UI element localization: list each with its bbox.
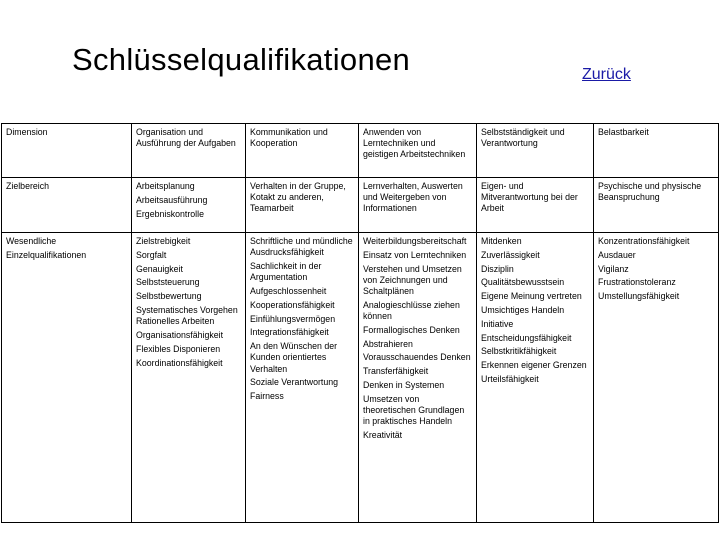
cell-item: Organisationsfähigkeit <box>136 329 224 340</box>
cell-item: Ergebniskontrolle <box>136 208 204 219</box>
table-cell <box>246 124 359 178</box>
qualifications-table <box>1 123 719 523</box>
cell-item: Umstellungsfähigkeit <box>598 291 680 302</box>
cell-item: Ausdauer <box>598 249 636 260</box>
cell-item: Mitdenken <box>481 236 522 246</box>
cell-item: Zuverlässigkeit <box>481 249 540 260</box>
cell-text: Anwenden von Lerntechniken und geistigen Arbeitstechniken <box>363 127 466 160</box>
table-cell <box>594 233 719 523</box>
row-label-dimension: Dimension <box>6 127 48 137</box>
cell-item: Weiterbildungsbereitschaft <box>363 236 467 246</box>
table-cell <box>2 178 132 233</box>
cell-item: Einfühlungsvermögen <box>250 313 336 324</box>
cell-item: Qualitätsbewusstsein <box>481 277 565 288</box>
cell-text: Selbstständigkeit und Verantwortung <box>481 127 565 149</box>
table-cell <box>594 124 719 178</box>
cell-item: Fairness <box>250 391 284 402</box>
cell-text: Lernverhalten, Auswerten und Weitergeben von Informationen <box>363 181 463 214</box>
cell-item: Selbstkritikfähigkeit <box>481 346 557 357</box>
table-cell <box>594 178 719 233</box>
cell-item: Flexibles Disponieren <box>136 343 221 354</box>
cell-item: Soziale Verantwortung <box>250 377 339 388</box>
cell-item: Abstrahieren <box>363 338 413 349</box>
cell-item: An den Wünschen der Kunden orientiertes Verhalten <box>250 341 338 374</box>
cell-item: Verstehen und Umsetzen von Zeichnungen und Schaltplänen <box>363 263 462 296</box>
cell-item: Formallogisches Denken <box>363 324 460 335</box>
cell-item: Selbststeuerung <box>136 277 200 288</box>
table-cell <box>2 233 132 523</box>
row-label-zielbereich: Zielbereich <box>6 181 50 191</box>
cell-text: Verhalten in der Gruppe, Kotakt zu anderen, Teamarbeit <box>250 181 346 214</box>
table-row-zielbereich <box>2 178 719 233</box>
table-cell <box>359 178 477 233</box>
cell-item: Initiative <box>481 318 514 329</box>
table-cell <box>2 124 132 178</box>
table-cell <box>246 178 359 233</box>
cell-text: Organisation und Ausführung der Aufgaben <box>136 127 236 149</box>
table-row-dimension <box>2 124 719 178</box>
row-label-line: Einzelqualifikationen <box>6 249 87 260</box>
cell-item: Konzentrationsfähigkeit <box>598 236 690 246</box>
cell-item: Umsetzen von theoretischen Grundlagen in praktisches Handeln <box>363 393 465 427</box>
cell-item: Kooperationsfähigkeit <box>250 299 335 310</box>
cell-text: Kommunikation und Kooperation <box>250 127 328 149</box>
cell-text: Eigen- und Mitverantwortung bei der Arbeit <box>481 181 578 214</box>
cell-item: Eigene Meinung vertreten <box>481 291 582 302</box>
cell-item: Integrationsfähigkeit <box>250 327 329 338</box>
back-link[interactable]: Zurück <box>582 66 631 83</box>
cell-item: Entscheidungsfähigkeit <box>481 332 572 343</box>
table-cell <box>477 178 594 233</box>
cell-item: Sorgfalt <box>136 249 167 260</box>
table-cell <box>477 124 594 178</box>
page-title: Schlüsselqualifikationen <box>72 42 411 77</box>
cell-item: Aufgeschlossenheit <box>250 286 327 296</box>
table-cell <box>477 233 594 523</box>
cell-item: Schriftliche und mündliche Ausdrucksfähigkeit <box>250 236 353 258</box>
cell-item: Vorausschauendes Denken <box>363 352 471 363</box>
cell-item: Denken in Systemen <box>363 379 445 390</box>
table-cell <box>359 124 477 178</box>
cell-item: Koordinationsfähigkeit <box>136 357 223 368</box>
table-cell <box>132 124 246 178</box>
table-cell <box>246 233 359 523</box>
cell-item: Erkennen eigener Grenzen <box>481 360 587 371</box>
cell-item: Arbeitsausführung <box>136 194 208 205</box>
table-cell <box>132 233 246 523</box>
cell-item: Selbstbewertung <box>136 291 202 302</box>
cell-item: Einsatz von Lerntechniken <box>363 249 467 260</box>
cell-item: Arbeitsplanung <box>136 181 195 191</box>
table-cell <box>359 233 477 523</box>
cell-item: Kreativität <box>363 429 403 440</box>
cell-item: Sachlichkeit in der Argumentation <box>250 261 322 283</box>
cell-text: Psychische und physische Beanspruchung <box>598 181 702 203</box>
cell-item: Systematisches Vorgehen Rationelles Arbeiten <box>136 304 238 327</box>
cell-item: Disziplin <box>481 263 514 274</box>
table-cell <box>132 178 246 233</box>
cell-item: Zielstrebigkeit <box>136 236 191 246</box>
cell-item: Genauigkeit <box>136 263 183 274</box>
cell-item: Transferfähigkeit <box>363 366 429 377</box>
cell-item: Analogieschlüsse ziehen können <box>363 299 460 321</box>
cell-item: Vigilanz <box>598 263 629 274</box>
table-row-einzelqualifikationen <box>2 233 719 523</box>
cell-text: Belastbarkeit <box>598 127 649 137</box>
row-label-line: Wesendliche <box>6 236 57 246</box>
cell-item: Frustrationstoleranz <box>598 277 676 288</box>
cell-item: Urteilsfähigkeit <box>481 373 539 384</box>
cell-item: Umsichtiges Handeln <box>481 304 565 315</box>
